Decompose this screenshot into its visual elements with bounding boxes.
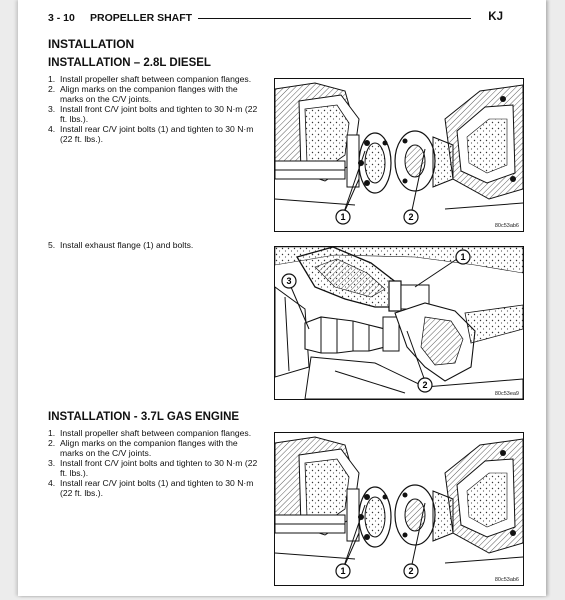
section-title: PROPELLER SHAFT <box>90 12 193 24</box>
list-item: 3. Install front C/V joint bolts and tighten to 30 N·m (22 ft. lbs.). <box>48 104 258 124</box>
list-item: 4. Install rear C/V joint bolts (1) and tighten to 30 N·m (22 ft. lbs.). <box>48 124 254 144</box>
header-rule <box>198 18 471 19</box>
installation-heading: INSTALLATION <box>48 37 135 51</box>
exhaust-flange-illustration <box>275 247 523 399</box>
diesel-section-title: INSTALLATION – 2.8L DIESEL <box>48 57 211 69</box>
model-code: KJ <box>488 11 503 23</box>
callout-2: 2 <box>408 566 414 576</box>
diesel-steps <box>48 74 260 144</box>
list-item: 2. Align marks on the companion flanges with the marks on the C/V joints. <box>48 438 238 458</box>
gas-steps <box>48 428 260 498</box>
list-item: 1. Install propeller shaft between companion flanges. <box>48 74 252 84</box>
list-item: 4. Install rear C/V joint bolts (1) and tighten to 30 N·m (22 ft. lbs.). <box>48 478 254 498</box>
figure-gas-cv-joint <box>274 432 524 586</box>
page-number: 3 - 10 <box>48 12 75 24</box>
figure-exhaust-flange <box>274 246 524 400</box>
gas-section-title: INSTALLATION - 3.7L GAS ENGINE <box>48 411 240 423</box>
page-header <box>48 12 503 28</box>
list-item: 5. Install exhaust flange (1) and bolts. <box>48 240 194 250</box>
figure-code: 80c53ab6 <box>494 577 519 583</box>
exhaust-steps <box>48 240 260 250</box>
figure-code: 80c53ab6 <box>494 223 519 229</box>
list-item: 1. Install propeller shaft between companion flanges. <box>48 428 252 438</box>
list-item: 2. Align marks on the companion flanges with the marks on the C/V joints. <box>48 84 238 104</box>
figure-diesel-cv-joint <box>274 78 524 232</box>
callout-2: 2 <box>408 212 414 222</box>
callout-1: 1 <box>340 212 346 222</box>
callout-3: 3 <box>286 276 292 286</box>
callout-1: 1 <box>340 566 346 576</box>
cv-joint-illustration <box>275 79 523 231</box>
cv-joint-illustration <box>275 433 523 585</box>
callout-2: 2 <box>422 380 428 390</box>
manual-page <box>18 0 546 596</box>
list-item: 3. Install front C/V joint bolts and tighten to 30 N·m (22 ft. lbs.). <box>48 458 258 478</box>
callout-1: 1 <box>460 252 466 262</box>
figure-code: 80c53ea9 <box>494 391 519 397</box>
